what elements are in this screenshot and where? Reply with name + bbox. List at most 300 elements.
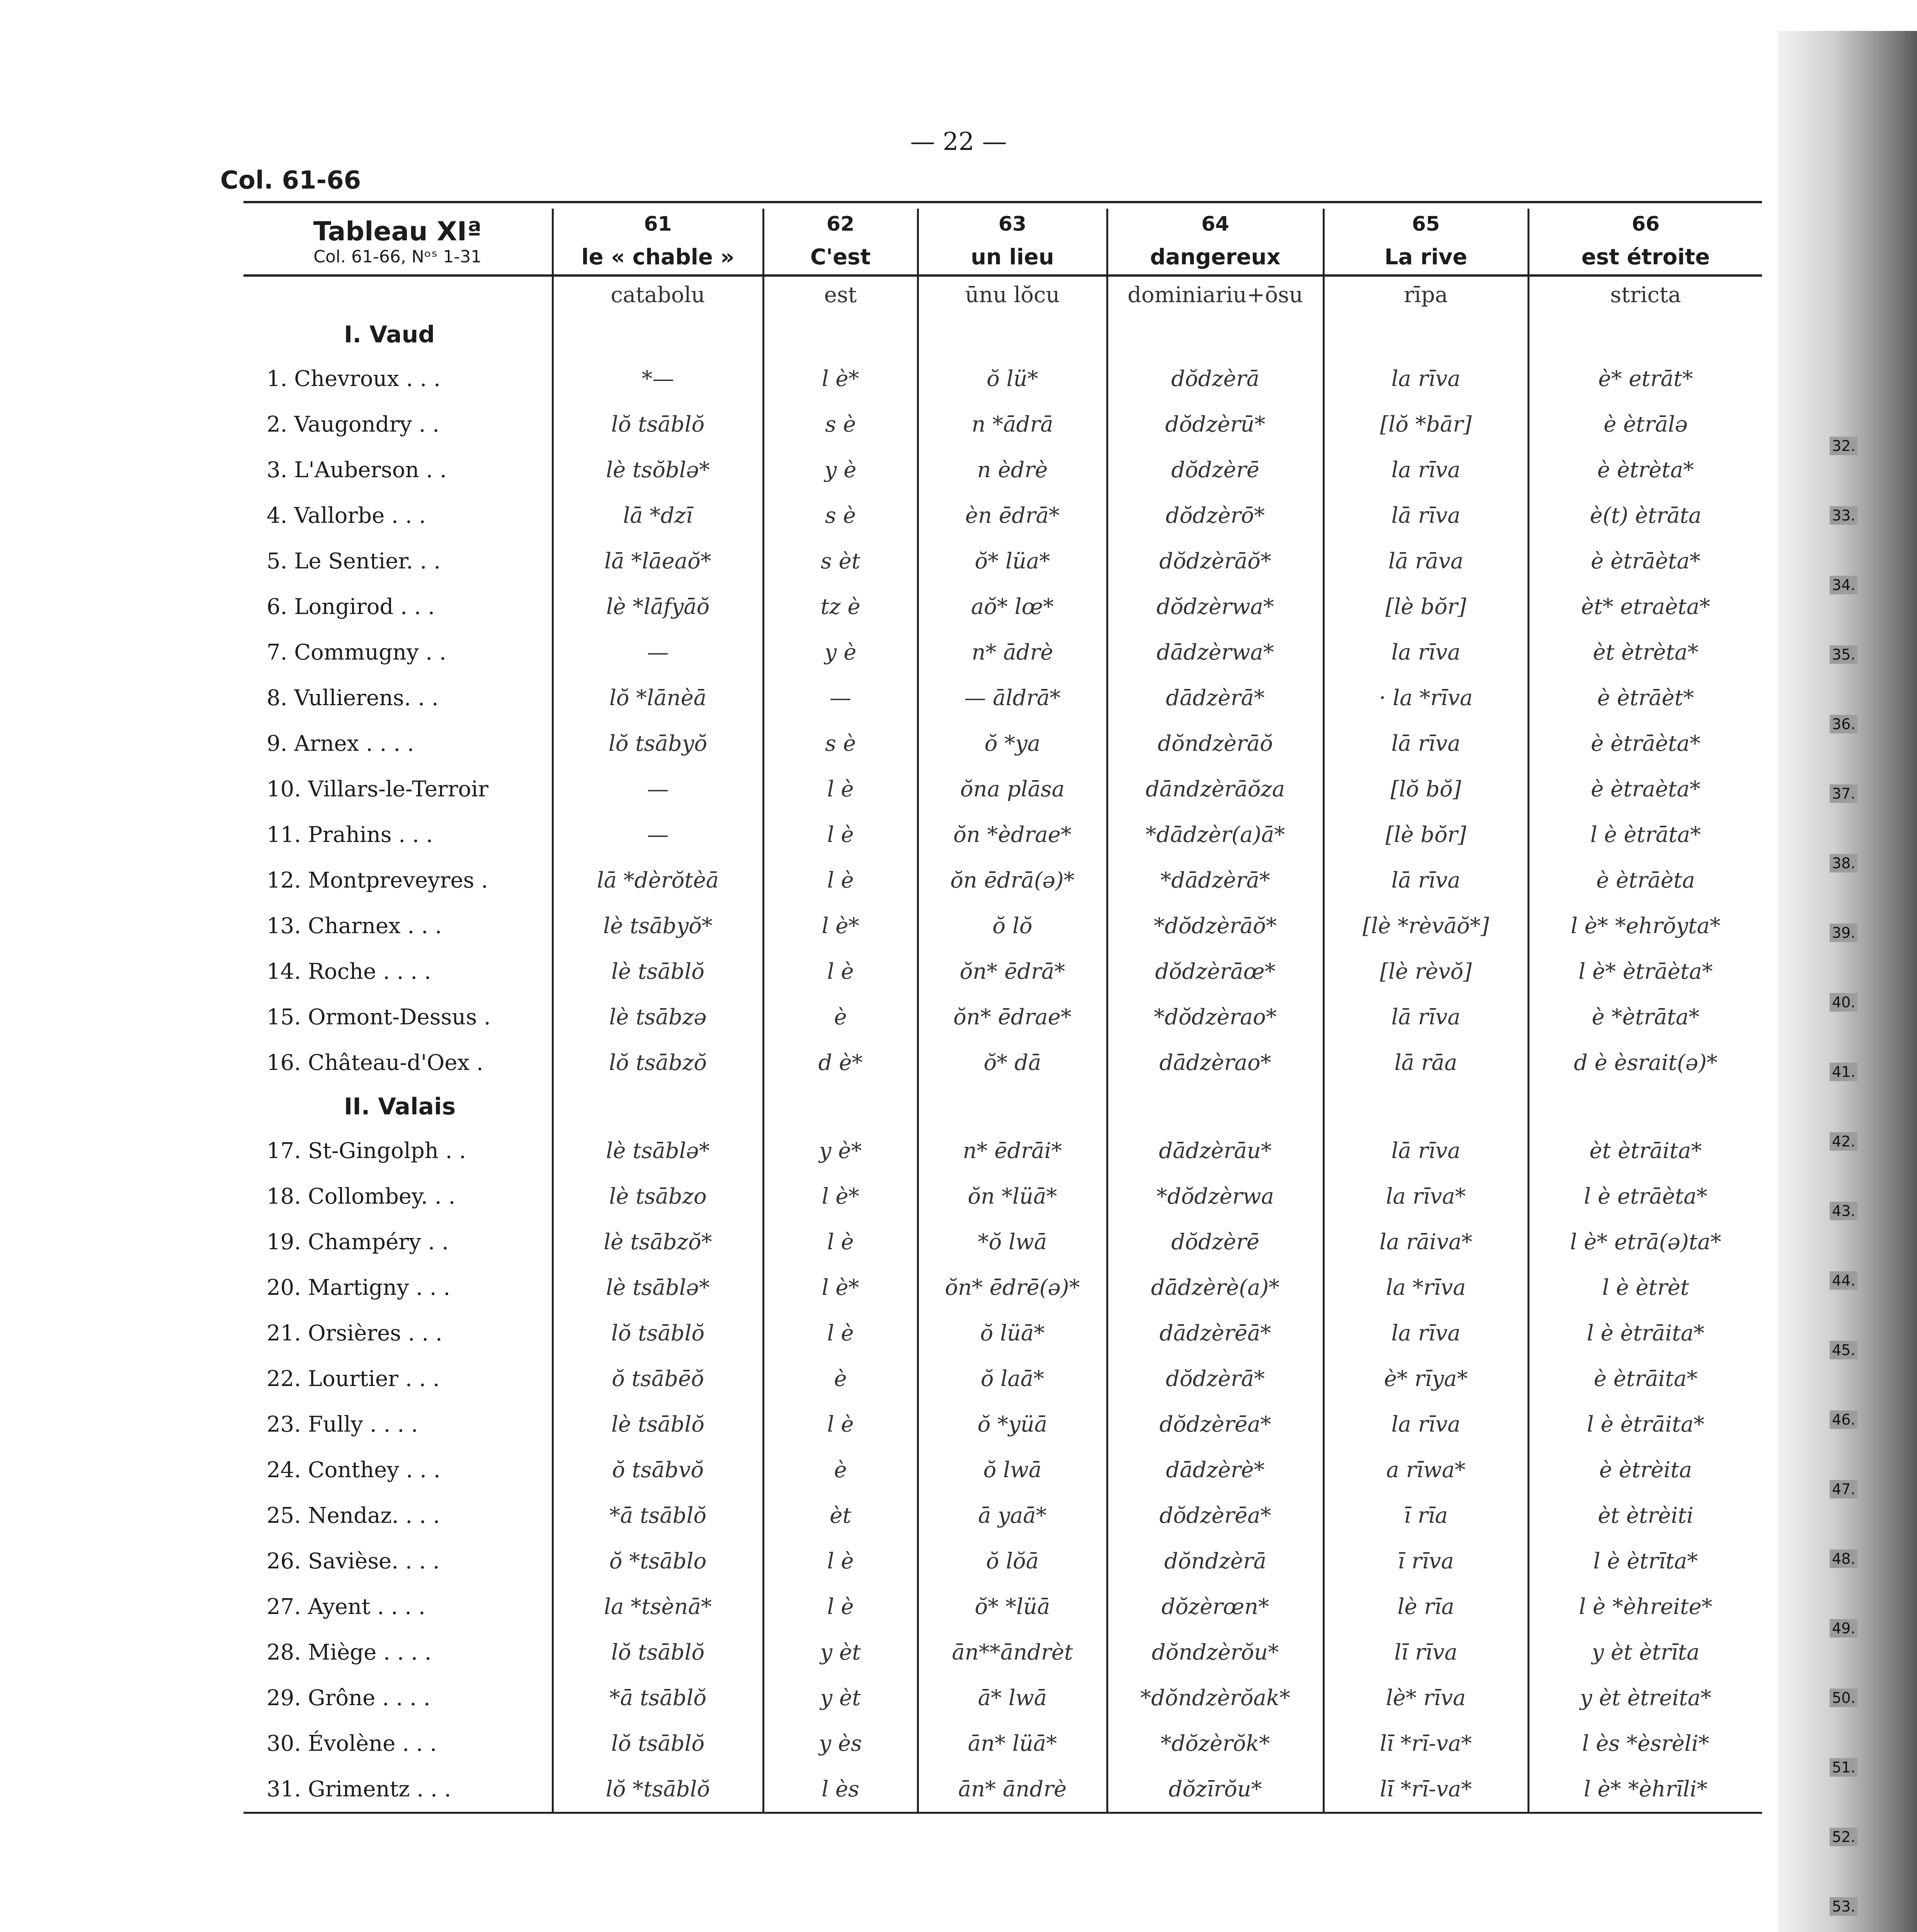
edge-label: 36.: [1830, 715, 1857, 733]
dialect-form-65: lī *rī-va*: [1323, 1766, 1528, 1813]
dialect-form-63: ŏ* lüa*: [918, 538, 1107, 584]
edge-label: 43.: [1830, 1202, 1857, 1220]
locality-name: Grône . . . .: [308, 1685, 430, 1711]
dialect-form-62: —: [763, 675, 918, 721]
locality-row: [243, 538, 1762, 584]
locality-name: Nendaz. . . .: [308, 1503, 440, 1528]
locality-number: 9.: [267, 731, 287, 756]
dialect-form-62: l è: [763, 812, 918, 857]
locality-name: Montpreveyres .: [308, 867, 488, 893]
dialect-form-62: s è: [763, 721, 918, 766]
dialect-form-66: è ètrāèta*: [1528, 721, 1762, 766]
locality-row: [243, 1675, 1762, 1721]
locality-name: Commugny . .: [294, 639, 446, 665]
region-name: II. Valais: [344, 1093, 456, 1120]
locality-number: 20.: [267, 1275, 301, 1300]
edge-label: 46.: [1830, 1410, 1857, 1429]
dialect-form-61: ŏ tsābēŏ: [553, 1356, 763, 1401]
column-number: 65: [1323, 209, 1528, 240]
locality-cell: [243, 903, 553, 949]
dialect-form-63: n èdrè: [918, 447, 1107, 493]
locality-row: [243, 1128, 1762, 1173]
dialect-form-65: la rīva: [1323, 629, 1528, 675]
dialect-form-65: [lŏ *bār]: [1323, 401, 1528, 447]
dialect-form-64: *dŏdzèrao*: [1107, 994, 1323, 1040]
locality-number: 4.: [267, 503, 287, 528]
locality-row: [243, 629, 1762, 675]
edge-label: 37.: [1830, 784, 1857, 803]
dialect-form-65: la rīva: [1323, 447, 1528, 493]
dialect-form-65: [lŏ bŏ]: [1323, 766, 1528, 812]
dialect-form-63: ān* lüā*: [918, 1721, 1107, 1766]
dialect-form-66: èt ètrèta*: [1528, 629, 1762, 675]
dialect-form-62: l è: [763, 949, 918, 994]
locality-row: [243, 1584, 1762, 1629]
locality-number: 19.: [267, 1229, 301, 1255]
locality-name: Champéry . .: [308, 1229, 449, 1255]
locality-name: Villars-le-Terroir: [308, 776, 488, 802]
dialect-form-65: è* rīya*: [1323, 1356, 1528, 1401]
dialect-form-61: lè tsāblə*: [553, 1128, 763, 1173]
dialect-form-64: dŏdzèrō*: [1107, 493, 1323, 538]
dialect-form-63: ān* āndrè: [918, 1766, 1107, 1813]
dialect-form-64: dādzèrwa*: [1107, 629, 1323, 675]
locality-cell: [243, 857, 553, 903]
dialect-form-61: la *tsènā*: [553, 1584, 763, 1629]
dialect-form-66: l è ètrīta*: [1528, 1538, 1762, 1584]
dialect-form-66: è ètrèta*: [1528, 447, 1762, 493]
locality-row: [243, 994, 1762, 1040]
dialect-form-65: la rīva*: [1323, 1173, 1528, 1219]
dialect-form-63: ŏn* ēdrā*: [918, 949, 1107, 994]
dialect-form-65: lā rāva: [1323, 538, 1528, 584]
dialect-form-63: *ŏ lwā: [918, 1219, 1107, 1265]
locality-number: 22.: [267, 1366, 301, 1391]
dialect-form-64: dŏdzèrāŏ*: [1107, 538, 1323, 584]
locality-row: [243, 1401, 1762, 1447]
locality-cell: [243, 994, 553, 1040]
dialect-form-65: lā rīva: [1323, 994, 1528, 1040]
dialect-form-64: dŏndzèrā: [1107, 1538, 1323, 1584]
locality-name: Vallorbe . . .: [294, 503, 426, 528]
dialect-form-64: dŏzèrœn*: [1107, 1584, 1323, 1629]
dialect-form-65: ī rīva: [1323, 1538, 1528, 1584]
dialect-form-62: l è: [763, 766, 918, 812]
edge-label: 35.: [1830, 645, 1857, 664]
dialect-form-64: dŏndzèrŏu*: [1107, 1629, 1323, 1675]
region-spacer: [553, 1085, 763, 1128]
locality-cell: [243, 1356, 553, 1401]
locality-cell: [243, 493, 553, 538]
locality-row: [243, 1629, 1762, 1675]
dialect-form-64: dādzèrao*: [1107, 1040, 1323, 1085]
dialect-form-62: l è*: [763, 903, 918, 949]
locality-name: Château-d'Oex .: [308, 1050, 483, 1075]
column-number: 63: [918, 209, 1107, 240]
locality-row: [243, 721, 1762, 766]
locality-cell: [243, 401, 553, 447]
locality-number: 28.: [267, 1639, 301, 1665]
column-number: 66: [1528, 209, 1762, 240]
locality-name: Fully . . . .: [308, 1412, 418, 1437]
dialect-form-64: *dŏdzèrwa: [1107, 1173, 1323, 1219]
dialect-form-65: lī *rī-va*: [1323, 1721, 1528, 1766]
locality-cell: [243, 1493, 553, 1538]
region-name: I. Vaud: [344, 321, 435, 348]
dialect-form-63: èn ēdrā*: [918, 493, 1107, 538]
region-spacer: [918, 1085, 1107, 1128]
locality-row: [243, 1356, 1762, 1401]
dialect-form-62: èt: [763, 1493, 918, 1538]
locality-number: 8.: [267, 685, 287, 711]
dialect-form-64: dŏndzèrāŏ: [1107, 721, 1323, 766]
dialect-form-66: l è ètrèt: [1528, 1265, 1762, 1310]
locality-number: 10.: [267, 776, 301, 802]
dialect-form-65: la rīva: [1323, 356, 1528, 401]
locality-name: Grimentz . . .: [308, 1776, 451, 1802]
region-row: [243, 1085, 1762, 1128]
region-spacer: [1528, 1085, 1762, 1128]
dialect-form-62: è: [763, 1447, 918, 1493]
locality-cell: [243, 584, 553, 629]
dialect-form-66: è* etrāt*: [1528, 356, 1762, 401]
locality-cell: [243, 1584, 553, 1629]
locality-cell: [243, 1447, 553, 1493]
locality-number: 25.: [267, 1503, 301, 1528]
locality-number: 5.: [267, 548, 287, 574]
edge-label: 42.: [1830, 1132, 1857, 1151]
dialect-form-62: y èt: [763, 1675, 918, 1721]
locality-name: Savièse. . . .: [308, 1548, 440, 1574]
table-subtitle: Col. 61-66, Nᵒˢ 1-31: [313, 247, 482, 267]
dialect-form-61: *—: [553, 356, 763, 401]
dialect-form-63: aŏ* lœ*: [918, 584, 1107, 629]
dialect-form-66: l è *èhreite*: [1528, 1584, 1762, 1629]
dialect-form-61: lā *dèrŏtèā: [553, 857, 763, 903]
etymon: rīpa: [1323, 276, 1528, 313]
dialect-form-62: tz è: [763, 584, 918, 629]
locality-row: [243, 493, 1762, 538]
dialect-form-64: dādzèrēā*: [1107, 1310, 1323, 1356]
etymon: catabolu: [553, 276, 763, 313]
dialect-form-61: lè tsābzo: [553, 1173, 763, 1219]
locality-cell: [243, 1721, 553, 1766]
locality-name: Martigny . . .: [308, 1275, 451, 1300]
edge-label: 34.: [1830, 576, 1857, 594]
edge-label: 47.: [1830, 1480, 1857, 1498]
locality-cell: [243, 1310, 553, 1356]
dialect-form-65: lā rīva: [1323, 857, 1528, 903]
locality-number: 26.: [267, 1548, 301, 1574]
dialect-form-66: l è ètrāita*: [1528, 1310, 1762, 1356]
locality-number: 7.: [267, 639, 287, 665]
locality-number: 6.: [267, 594, 287, 619]
table-title: Tableau XIª: [313, 216, 482, 247]
locality-row: [243, 1538, 1762, 1584]
dialect-form-64: dŏdzèrēa*: [1107, 1493, 1323, 1538]
dialect-form-63: ŏ* dā: [918, 1040, 1107, 1085]
locality-row: [243, 1219, 1762, 1265]
dialect-form-63: ā yaā*: [918, 1493, 1107, 1538]
dialect-form-64: dŏdzèrwa*: [1107, 584, 1323, 629]
dialect-form-63: n *ādrā: [918, 401, 1107, 447]
dialect-form-63: ŏ lü*: [918, 356, 1107, 401]
locality-number: 13.: [267, 913, 301, 939]
dialect-form-62: y ès: [763, 1721, 918, 1766]
dialect-form-66: èt ètrāita*: [1528, 1128, 1762, 1173]
locality-row: [243, 1310, 1762, 1356]
dialect-table-wrap: [243, 209, 1762, 1814]
dialect-form-61: lè tsābyŏ*: [553, 903, 763, 949]
dialect-form-65: lè* rīva: [1323, 1675, 1528, 1721]
dialect-form-61: —: [553, 812, 763, 857]
locality-name: L'Auberson . .: [294, 457, 447, 483]
dialect-form-63: — āldrā*: [918, 675, 1107, 721]
locality-cell: [243, 1401, 553, 1447]
edge-label: 41.: [1830, 1063, 1857, 1081]
locality-name: Prahins . . .: [308, 822, 433, 847]
dialect-form-65: a rīwa*: [1323, 1447, 1528, 1493]
locality-cell: [243, 447, 553, 493]
locality-row: [243, 1721, 1762, 1766]
region-spacer: [1107, 313, 1323, 356]
dialect-form-65: la rāiva*: [1323, 1219, 1528, 1265]
dialect-form-65: lī rīva: [1323, 1629, 1528, 1675]
locality-name: St-Gingolph . .: [308, 1138, 466, 1163]
locality-cell: [243, 538, 553, 584]
dialect-form-66: y èt ètreita*: [1528, 1675, 1762, 1721]
locality-name: Roche . . . .: [308, 959, 431, 984]
locality-row: [243, 1766, 1762, 1813]
dialect-form-62: y è*: [763, 1128, 918, 1173]
column-french-word: est étroite: [1528, 240, 1762, 276]
edge-label: 40.: [1830, 993, 1857, 1012]
dialect-form-65: la rīva: [1323, 1401, 1528, 1447]
dialect-form-65: lè rīa: [1323, 1584, 1528, 1629]
locality-name: Conthey . . .: [308, 1457, 441, 1483]
dialect-form-61: *ā tsāblŏ: [553, 1675, 763, 1721]
dialect-form-64: dŏzīrŏu*: [1107, 1766, 1323, 1813]
dialect-form-66: è ètraèta*: [1528, 766, 1762, 812]
dialect-form-66: l è* *èhrīli*: [1528, 1766, 1762, 1813]
dialect-form-63: ŏ laā*: [918, 1356, 1107, 1401]
column-range-label: Col. 61-66: [220, 166, 361, 195]
locality-row: [243, 766, 1762, 812]
dialect-form-61: lā *dzī: [553, 493, 763, 538]
locality-name: Ormont-Dessus .: [308, 1004, 491, 1030]
locality-cell: [243, 1629, 553, 1675]
dialect-form-63: ŏn* ēdrae*: [918, 994, 1107, 1040]
edge-label: 44.: [1830, 1271, 1857, 1290]
edge-label: 38.: [1830, 854, 1857, 872]
locality-row: [243, 356, 1762, 401]
locality-cell: [243, 1128, 553, 1173]
edge-label: 49.: [1830, 1619, 1857, 1638]
locality-cell: [243, 721, 553, 766]
dialect-form-64: dādzèrè(a)*: [1107, 1265, 1323, 1310]
locality-name: Arnex . . . .: [294, 731, 414, 756]
dialect-form-61: lŏ tsābyŏ: [553, 721, 763, 766]
locality-number: 16.: [267, 1050, 301, 1075]
locality-row: [243, 401, 1762, 447]
dialect-form-64: *dādzèr(a)ā*: [1107, 812, 1323, 857]
locality-number: 31.: [267, 1776, 301, 1802]
locality-row: [243, 447, 1762, 493]
dialect-form-61: lè tsābzə: [553, 994, 763, 1040]
locality-number: 18.: [267, 1184, 301, 1209]
dialect-form-63: ŏ lŏ: [918, 903, 1107, 949]
region-spacer: [1528, 313, 1762, 356]
locality-row: [243, 675, 1762, 721]
column-french-word: La rive: [1323, 240, 1528, 276]
dialect-form-63: ŏn ēdrā(ə)*: [918, 857, 1107, 903]
locality-row: [243, 1265, 1762, 1310]
etymon: ūnu lŏcu: [918, 276, 1107, 313]
dialect-form-63: ŏna plāsa: [918, 766, 1107, 812]
locality-name: Vaugondry . .: [294, 412, 440, 437]
dialect-form-62: l è: [763, 1310, 918, 1356]
dialect-form-61: lā *lāeaŏ*: [553, 538, 763, 584]
locality-name: Vullierens. . .: [294, 685, 439, 711]
edge-label: 52.: [1830, 1828, 1857, 1846]
locality-name: Collombey. . .: [308, 1184, 456, 1209]
locality-cell: [243, 356, 553, 401]
locality-cell: [243, 1265, 553, 1310]
column-french-word: dangereux: [1107, 240, 1323, 276]
dialect-form-62: è: [763, 1356, 918, 1401]
dialect-form-62: l è*: [763, 356, 918, 401]
dialect-form-63: ŏn* ēdrē(ə)*: [918, 1265, 1107, 1310]
dialect-form-61: —: [553, 766, 763, 812]
dialect-form-63: ā* lwā: [918, 1675, 1107, 1721]
dialect-form-64: dādzèrāu*: [1107, 1128, 1323, 1173]
dialect-form-62: l è: [763, 1584, 918, 1629]
locality-number: 11.: [267, 822, 301, 847]
column-french-word: le « chable »: [553, 240, 763, 276]
region-row: [243, 313, 1762, 356]
column-number: 61: [553, 209, 763, 240]
dialect-form-61: ŏ tsābvŏ: [553, 1447, 763, 1493]
edge-label: 32.: [1830, 437, 1857, 455]
locality-number: 23.: [267, 1412, 301, 1437]
dialect-form-66: è(t) ètrāta: [1528, 493, 1762, 538]
locality-name: Chevroux . . .: [294, 366, 441, 391]
dialect-form-64: dŏdzèrā*: [1107, 1356, 1323, 1401]
locality-name: Orsières . . .: [308, 1320, 442, 1346]
dialect-form-62: l è: [763, 1219, 918, 1265]
dialect-form-62: d è*: [763, 1040, 918, 1085]
dialect-form-65: lā rāa: [1323, 1040, 1528, 1085]
dialect-form-61: lŏ tsāblŏ: [553, 401, 763, 447]
column-french-word: C'est: [763, 240, 918, 276]
dialect-form-65: [lè *rèvāŏ*]: [1323, 903, 1528, 949]
locality-number: 21.: [267, 1320, 301, 1346]
locality-number: 29.: [267, 1685, 301, 1711]
locality-cell: [243, 1538, 553, 1584]
dialect-form-65: [lè rèvŏ]: [1323, 949, 1528, 994]
dialect-form-64: *dŏdzèrāŏ*: [1107, 903, 1323, 949]
locality-name: Lourtier . . .: [308, 1366, 440, 1391]
dialect-form-66: l è ètrāita*: [1528, 1401, 1762, 1447]
table-title-cell: [243, 209, 553, 276]
dialect-form-62: l ès: [763, 1766, 918, 1813]
dialect-form-62: l è: [763, 1401, 918, 1447]
locality-number: 3.: [267, 457, 287, 483]
locality-name: Ayent . . . .: [308, 1594, 425, 1619]
etymon-blank: [243, 276, 553, 313]
page-number: — 22 —: [910, 128, 1007, 156]
dialect-form-62: è: [763, 994, 918, 1040]
locality-name: Miège . . . .: [308, 1639, 432, 1665]
edge-label: 48.: [1830, 1549, 1857, 1568]
dialect-form-63: ŏ lŏā: [918, 1538, 1107, 1584]
book-binding-shadow: [1778, 31, 1917, 1932]
dialect-form-66: l è ètrāta*: [1528, 812, 1762, 857]
locality-number: 1.: [267, 366, 287, 391]
locality-cell: [243, 1040, 553, 1085]
etymon-row: [243, 276, 1762, 313]
dialect-form-62: y èt: [763, 1629, 918, 1675]
dialect-form-66: èt ètrèiti: [1528, 1493, 1762, 1538]
dialect-form-61: lŏ tsābzŏ: [553, 1040, 763, 1085]
dialect-form-61: lŏ tsāblŏ: [553, 1310, 763, 1356]
region-spacer: [918, 313, 1107, 356]
dialect-form-64: dŏdzèrāœ*: [1107, 949, 1323, 994]
edge-label: 51.: [1830, 1758, 1857, 1777]
dialect-form-62: y è: [763, 447, 918, 493]
locality-name: Évolène . . .: [308, 1731, 437, 1756]
etymon: est: [763, 276, 918, 313]
region-spacer: [1323, 1085, 1528, 1128]
dialect-form-63: n* ēdrāi*: [918, 1128, 1107, 1173]
locality-cell: [243, 1766, 553, 1813]
table-body: [243, 276, 1762, 1813]
dialect-form-66: èt* etraèta*: [1528, 584, 1762, 629]
dialect-form-63: n* ādrè: [918, 629, 1107, 675]
dialect-form-65: la rīva: [1323, 1310, 1528, 1356]
locality-row: [243, 1493, 1762, 1538]
dialect-form-61: lè tsāblŏ: [553, 949, 763, 994]
dialect-form-63: ŏn *lüā*: [918, 1173, 1107, 1219]
dialect-form-66: è *ètrāta*: [1528, 994, 1762, 1040]
dialect-form-65: [lè bŏr]: [1323, 812, 1528, 857]
dialect-form-62: s è: [763, 493, 918, 538]
dialect-form-63: ŏ* *lüā: [918, 1584, 1107, 1629]
region-spacer: [763, 1085, 918, 1128]
dialect-form-63: ŏn *èdrae*: [918, 812, 1107, 857]
column-number: 64: [1107, 209, 1323, 240]
dialect-form-65: [lè bŏr]: [1323, 584, 1528, 629]
dialect-table: [243, 209, 1762, 1814]
dialect-form-61: *ā tsāblŏ: [553, 1493, 763, 1538]
dialect-form-62: l è*: [763, 1265, 918, 1310]
dialect-form-66: è ètrāèta*: [1528, 538, 1762, 584]
locality-name: Charnex . . .: [308, 913, 442, 939]
locality-row: [243, 903, 1762, 949]
locality-number: 30.: [267, 1731, 301, 1756]
dialect-form-61: lŏ *tsāblŏ: [553, 1766, 763, 1813]
dialect-form-63: ŏ lüā*: [918, 1310, 1107, 1356]
locality-row: [243, 1040, 1762, 1085]
locality-number: 17.: [267, 1138, 301, 1163]
dialect-form-64: dāndzèrāŏza: [1107, 766, 1323, 812]
dialect-form-61: lè tsāblŏ: [553, 1401, 763, 1447]
dialect-form-62: y è: [763, 629, 918, 675]
dialect-form-64: dŏdzèrē: [1107, 447, 1323, 493]
dialect-form-66: è ètrèita: [1528, 1447, 1762, 1493]
dialect-form-66: l ès *èsrèli*: [1528, 1721, 1762, 1766]
etymon: dominiariu+ōsu: [1107, 276, 1323, 313]
